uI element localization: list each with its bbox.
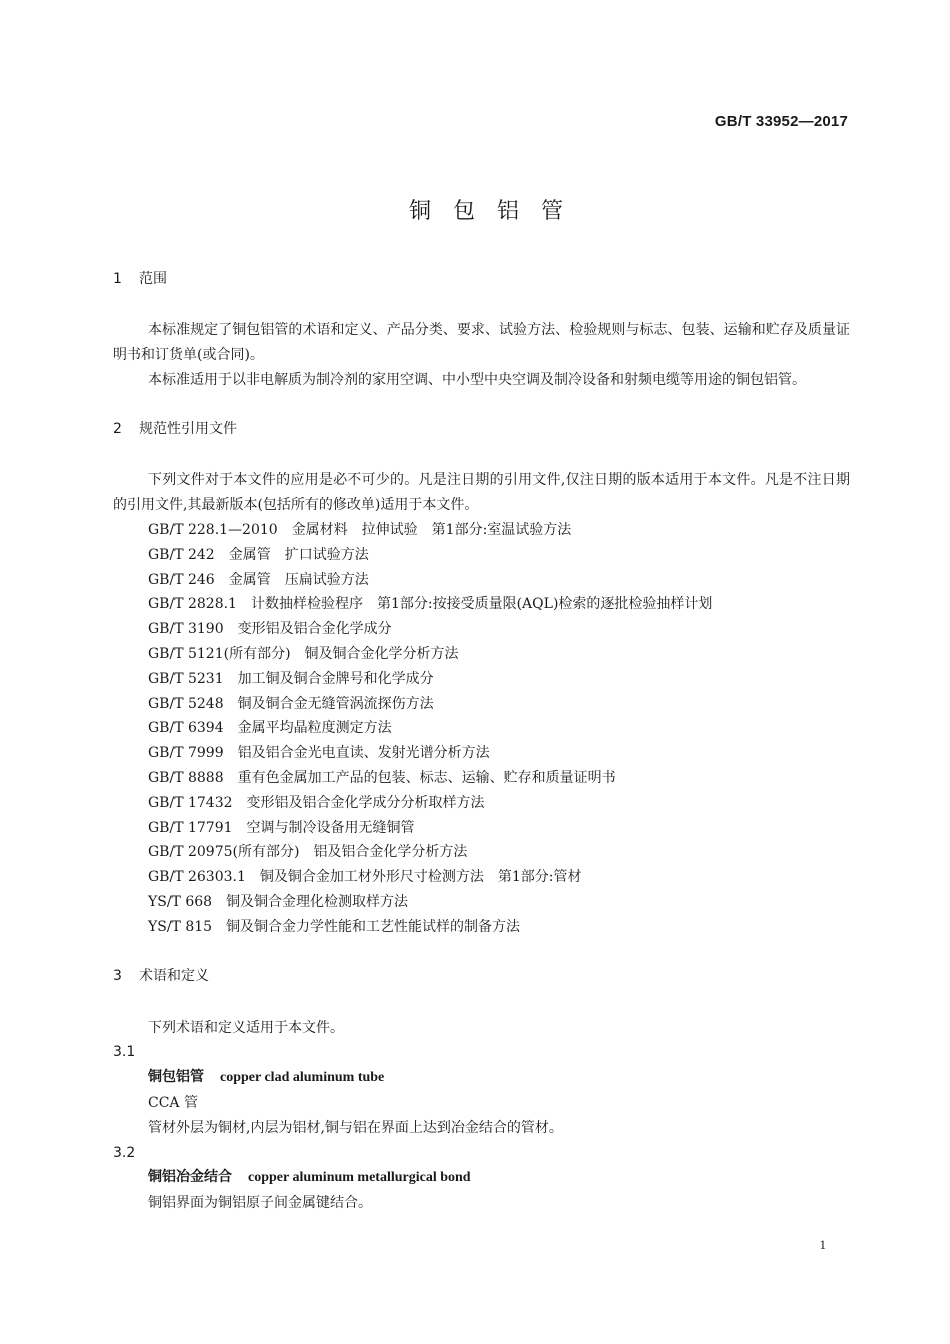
section-heading-scope [113, 264, 850, 294]
reference-code: GB/T 5231 [148, 670, 224, 687]
scope-paragraph-1: 本标准规定了铜包铝管的术语和定义、产品分类、要求、试验方法、检验规则与标志、包装、运输和贮存及质量证明书和订货单(或合同)。 [113, 322, 850, 363]
reference-code: GB/T 7999 [148, 745, 224, 762]
reference-item [148, 692, 850, 717]
reference-item [148, 716, 850, 741]
reference-code: GB/T 8888 [148, 769, 224, 786]
reference-item [148, 543, 850, 568]
reference-code: GB/T 242 [148, 546, 215, 563]
reference-code: GB/T 5248 [148, 695, 224, 712]
reference-code: GB/T 246 [148, 571, 215, 588]
reference-title: 金属管 扩口试验方法 [228, 546, 369, 563]
reference-item [148, 766, 850, 791]
reference-title: 铜及铜合金无缝管涡流探伤方法 [237, 695, 434, 712]
reference-item [148, 518, 850, 543]
section-heading-terms [113, 962, 850, 992]
reference-title: 金属材料 拉伸试验 第1部分:室温试验方法 [291, 521, 572, 538]
reference-title: 铜及铜合金力学性能和工艺性能试样的制备方法 [226, 918, 521, 935]
reference-title: 铝及铝合金化学分析方法 [313, 844, 468, 861]
reference-code: GB/T 17791 [148, 819, 233, 836]
reference-item [148, 840, 850, 865]
document-body [113, 264, 850, 1216]
reference-item [148, 741, 850, 766]
reference-code: GB/T 2828.1 [148, 596, 237, 613]
term-number: 3.1 [113, 1044, 136, 1061]
reference-code: YS/T 815 [148, 918, 213, 935]
reference-item [148, 617, 850, 642]
references-intro: 下列文件对于本文件的应用是必不可少的。凡是注日期的引用文件,仅注日期的版本适用于本文件。凡是不注日期的引用文件,其最新版本(包括所有的修改单)适用于本文件。 [113, 472, 850, 514]
reference-title: 计数抽样检验程序 第1部分:按接受质量限(AQL)检索的逐批检验抽样计划 [250, 596, 713, 613]
reference-code: GB/T 26303.1 [148, 869, 246, 886]
term-chinese: 铜铝冶金结合 [148, 1169, 232, 1186]
reference-title: 铜及铜合金加工材外形尺寸检测方法 第1部分:管材 [259, 869, 582, 886]
reference-code: GB/T 20975(所有部分) [148, 844, 300, 861]
section-number: 1 [113, 270, 122, 287]
reference-title: 加工铜及铜合金牌号和化学成分 [237, 670, 434, 687]
term-number: 3.2 [113, 1144, 136, 1161]
term-alias: CCA 管 [148, 1094, 198, 1111]
term-name [113, 1065, 850, 1091]
term-english: copper aluminum metallurgical bond [248, 1170, 471, 1186]
section-title: 规范性引用文件 [139, 420, 237, 437]
reference-title: 铜及铜合金化学分析方法 [304, 645, 459, 662]
reference-code: GB/T 5121(所有部分) [148, 645, 291, 662]
term-definition: 铜铝界面为铜铝原子间金属键结合。 [148, 1195, 372, 1212]
reference-item [148, 816, 850, 841]
reference-item [148, 667, 850, 692]
reference-title: 金属平均晶粒度测定方法 [237, 720, 392, 737]
section-heading-references [113, 414, 850, 444]
standard-code: GB/T 33952—2017 [714, 113, 848, 130]
reference-code: GB/T 3190 [148, 621, 224, 638]
reference-title: 变形铝及铝合金化学成分 [237, 621, 392, 638]
reference-item [148, 568, 850, 593]
page-number: 1 [819, 1237, 826, 1252]
reference-item [148, 791, 850, 816]
term-definition: 管材外层为铜材,内层为铝材,铜与铝在界面上达到冶金结合的管材。 [148, 1119, 563, 1136]
reference-title: 铝及铝合金光电直读、发射光谱分析方法 [237, 745, 490, 762]
reference-list [113, 518, 850, 940]
section-number: 3 [113, 968, 122, 985]
document-title: 铜包铝管 [408, 199, 585, 224]
reference-title: 重有色金属加工产品的包装、标志、运输、贮存和质量证明书 [237, 769, 616, 786]
reference-title: 金属管 压扁试验方法 [228, 571, 369, 588]
term-english: copper clad aluminum tube [220, 1070, 385, 1086]
section-number: 2 [113, 420, 122, 437]
reference-item [148, 592, 850, 617]
reference-code: GB/T 228.1—2010 [148, 521, 278, 538]
scope-paragraph-2: 本标准适用于以非电解质为制冷剂的家用空调、中小型中央空调及制冷设备和射频电缆等用途的铜包铝管。 [148, 371, 806, 388]
section-title: 术语和定义 [139, 968, 209, 985]
reference-code: YS/T 668 [148, 893, 213, 910]
reference-code: GB/T 6394 [148, 720, 224, 737]
term-chinese: 铜包铝管 [148, 1069, 204, 1086]
reference-item [148, 890, 850, 915]
reference-title: 铜及铜合金理化检测取样方法 [226, 893, 409, 910]
reference-item [148, 865, 850, 890]
reference-code: GB/T 17432 [148, 794, 233, 811]
reference-item [148, 642, 850, 667]
reference-item [148, 915, 850, 940]
section-title: 范围 [139, 270, 167, 287]
reference-title: 变形铝及铝合金化学成分分析取样方法 [246, 794, 485, 811]
term-name [113, 1165, 850, 1191]
terms-intro: 下列术语和定义适用于本文件。 [148, 1019, 344, 1036]
reference-title: 空调与制冷设备用无缝铜管 [246, 819, 415, 836]
